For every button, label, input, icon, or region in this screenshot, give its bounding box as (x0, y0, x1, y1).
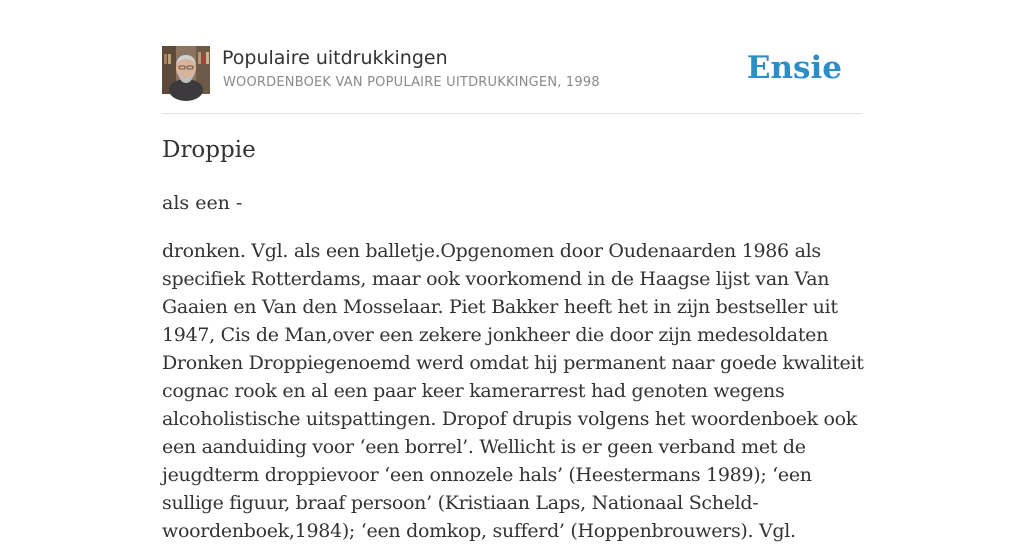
author-avatar[interactable] (162, 46, 210, 94)
ensie-logo[interactable]: Ensie (746, 50, 842, 86)
entry-definition: dronken. Vgl. als een balletje.Opgenomen door Oudenaarden 1986 als specifiek Rotterdams, maar ook voorkomend in de Haagse lijst van Van Gaaien en Van den Mosselaar. Piet Bakker heeft het in zijn bestseller uit 1947, Cis de Man,over een zekere jonkheer die door zijn medesoldaten Dronken Droppiegenoemd werd omdat hij permanent naar goede kwaliteit cognac rook en al een paar keer kamerarrest had genoten wegens alcoholistische uitspattingen. Dropof drupis volgens het woordenboek ook een aanduiding voor ‘een borrel’. Wellicht is er geen verband met de jeugdterm droppievoor ‘een onnozele hals’ (Heestermans 1989); ‘een sullige figuur, braaf persoon’ (Kristiaan Laps, Nationaal Scheld-woordenboek,1984); ‘een domkop, sufferd’ (Hoppenbrouwers). Vgl. (162, 240, 864, 542)
source-title[interactable]: Populaire uitdrukkingen (222, 47, 448, 69)
source-subtitle: WOORDENBOEK VAN POPULAIRE UITDRUKKINGEN, 1998 (223, 75, 600, 90)
entry-subtitle: als een - (162, 192, 243, 214)
author-portrait-icon (162, 46, 210, 94)
entry-term: Droppie (162, 137, 256, 163)
source-header (162, 46, 862, 114)
